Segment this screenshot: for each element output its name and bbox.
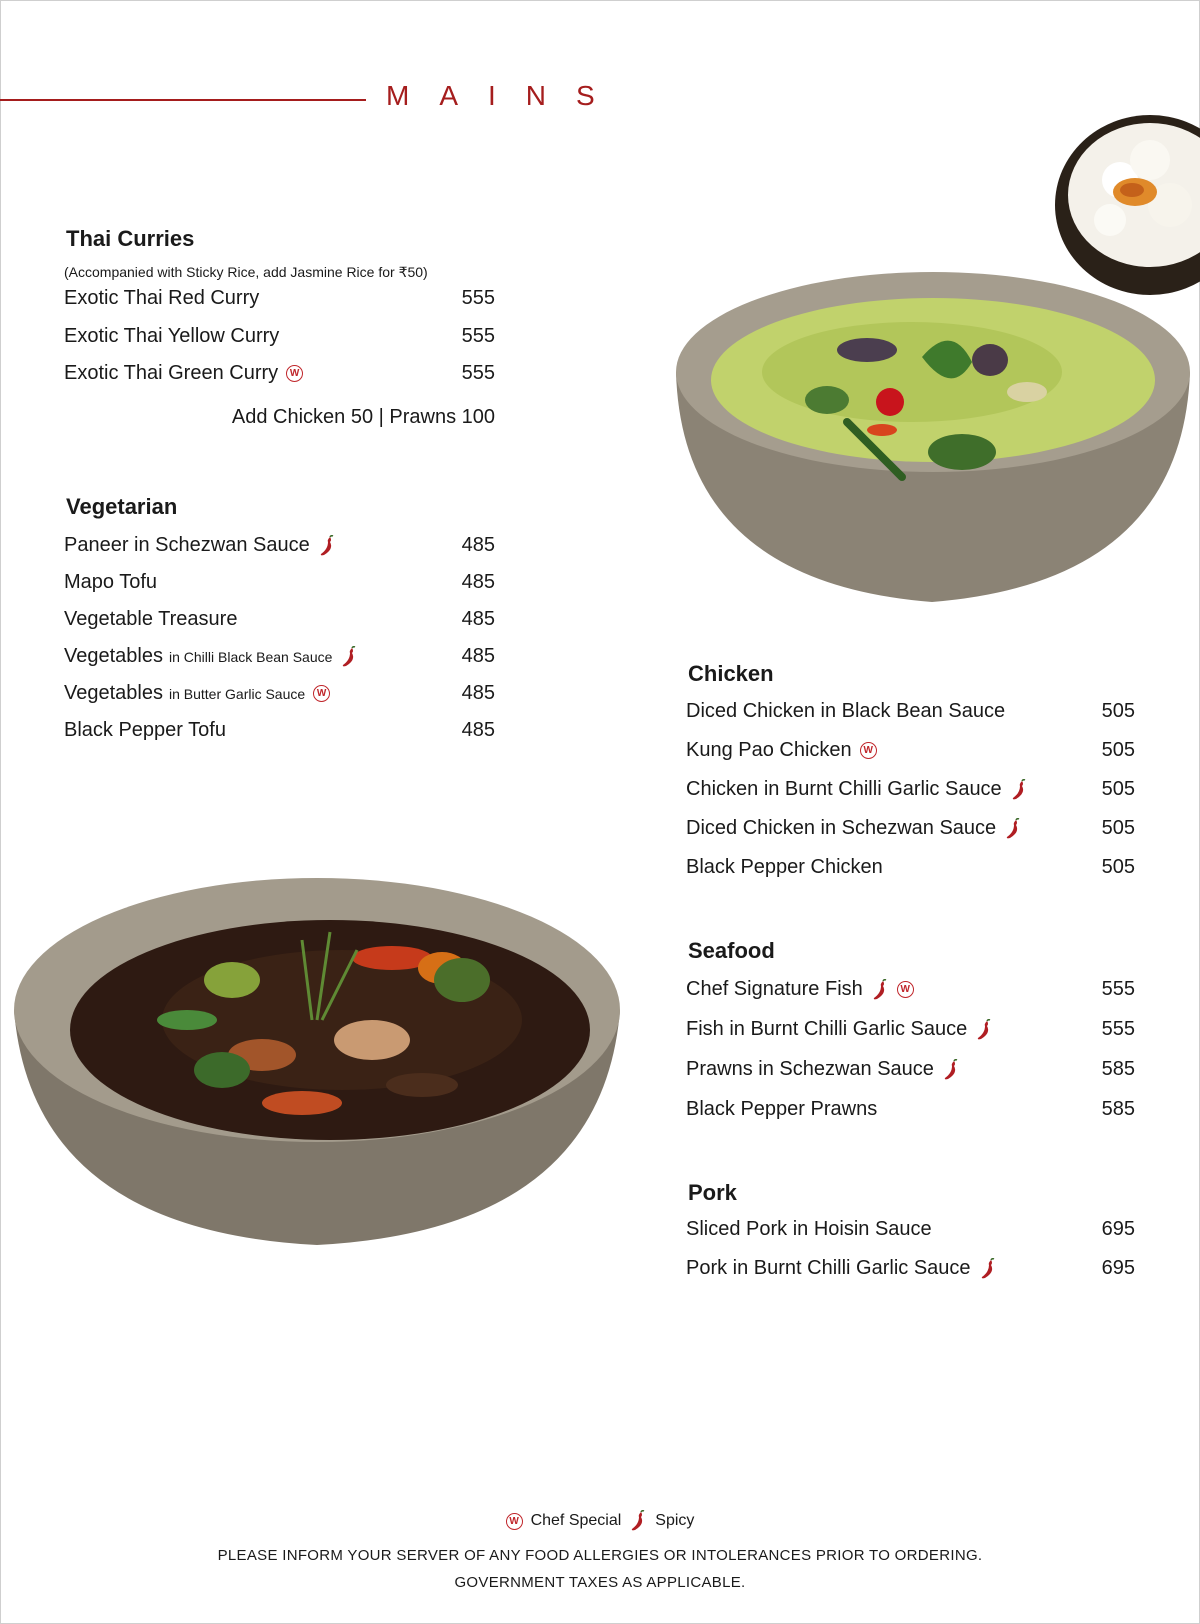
menu-item (686, 1018, 1135, 1048)
item-name-text: Pork in Burnt Chilli Garlic Sauce (686, 1257, 971, 1279)
menu-item (64, 534, 495, 564)
menu-item-price: 585 (1101, 1058, 1135, 1080)
menu-item-name (64, 325, 279, 348)
section-title: Pork (688, 1180, 737, 1205)
chilli-black-bean-bowl-image (12, 870, 622, 1252)
page-title: MAINS (386, 80, 625, 111)
menu-item-name (686, 778, 1028, 801)
menu-item-name (64, 534, 336, 557)
menu-item-name (686, 1098, 877, 1121)
chili-icon (318, 535, 336, 557)
item-name-text: Exotic Thai Red Curry (64, 287, 260, 309)
item-name-text: Exotic Thai Green Curry (64, 362, 279, 384)
legend-chef-special-label: Chef Special (530, 1512, 622, 1529)
chef-special-icon: W (286, 365, 303, 382)
menu-item (64, 682, 495, 712)
item-name-text: Prawns in Schezwan Sauce (686, 1058, 934, 1080)
menu-item-price: 505 (1101, 700, 1135, 722)
menu-item (686, 1257, 1135, 1287)
menu-item-name (64, 645, 358, 668)
menu-item-name (686, 856, 883, 879)
menu-item-price: 505 (1101, 739, 1135, 761)
menu-item-name (686, 1218, 932, 1241)
item-name-text: Black Pepper Chicken (686, 856, 883, 878)
item-name-text: Vegetables (64, 645, 163, 667)
menu-item-price: 505 (1101, 778, 1135, 800)
chef-special-icon: W (897, 981, 914, 998)
menu-item-name (686, 817, 1022, 840)
legend (0, 1510, 1200, 1532)
menu-item-name (686, 1018, 993, 1041)
menu-item-name (64, 608, 237, 631)
chili-icon (629, 1510, 647, 1532)
section-title: Thai Curries (66, 226, 195, 251)
item-name-text: Mapo Tofu (64, 571, 158, 593)
chef-special-icon: W (860, 742, 877, 759)
chili-icon (975, 1019, 993, 1041)
menu-item (64, 571, 495, 601)
chili-icon (340, 646, 358, 668)
allergy-notice: PLEASE INFORM YOUR SERVER OF ANY FOOD ALLERGIES OR INTOLERANCES PRIOR TO ORDERING. (217, 1547, 983, 1564)
menu-item-name (686, 739, 877, 762)
menu-item-price: 555 (1101, 978, 1135, 1000)
menu-item-name (64, 682, 330, 705)
section-note: (Accompanied with Sticky Rice, add Jasmine Rice for ₹50) (64, 264, 428, 280)
menu-item-price: 695 (1101, 1218, 1135, 1240)
section-title: Seafood (688, 938, 775, 963)
menu-item-price: 505 (1101, 817, 1135, 839)
item-name-text: Chicken in Burnt Chilli Garlic Sauce (686, 778, 1002, 800)
section-title: Chicken (688, 661, 774, 686)
menu-item-price: 695 (1101, 1257, 1135, 1279)
chili-icon (871, 979, 889, 1001)
menu-item-name (64, 719, 226, 742)
section-vegetarian (64, 494, 495, 754)
item-name-text: Kung Pao Chicken (686, 739, 852, 761)
legend-spicy-label: Spicy (655, 1512, 695, 1529)
menu-item-price: 485 (461, 645, 495, 667)
section-thai-curries (64, 226, 495, 436)
header-rule (0, 99, 366, 101)
section-pork (686, 1180, 1135, 1280)
menu-item-price: 555 (461, 287, 495, 309)
menu-item (686, 700, 1135, 730)
item-name-subtext: in Butter Garlic Sauce (168, 685, 306, 702)
menu-item (686, 978, 1135, 1008)
item-name-text: Exotic Thai Yellow Curry (64, 324, 280, 347)
chili-icon (1004, 818, 1022, 840)
section-title: Vegetarian (66, 494, 178, 519)
chili-icon (942, 1059, 960, 1081)
menu-item (64, 608, 495, 638)
item-name-subtext: in Chilli Black Bean Sauce (168, 648, 333, 665)
item-name-text: Vegetables (64, 682, 163, 704)
menu-item-name (686, 978, 914, 1001)
menu-item (64, 287, 495, 317)
chef-special-icon: W (313, 685, 330, 702)
menu-item (686, 1098, 1135, 1128)
menu-item (64, 645, 495, 675)
menu-item-name (686, 700, 1005, 723)
item-name-text: Paneer in Schezwan Sauce (64, 534, 310, 556)
menu-item-name (64, 287, 259, 310)
add-on-note: Add Chicken 50 | Prawns 100 (231, 406, 495, 428)
menu-item-price: 555 (1101, 1018, 1135, 1040)
section-seafood (686, 938, 1135, 1128)
item-name-text: Vegetable Treasure (64, 608, 238, 630)
menu-item (686, 817, 1135, 847)
menu-item-price: 485 (461, 571, 495, 593)
item-name-text: Black Pepper Prawns (686, 1098, 878, 1120)
menu-item (64, 362, 495, 392)
item-name-text: Fish in Burnt Chilli Garlic Sauce (686, 1018, 968, 1040)
green-curry-bowl-image (672, 262, 1200, 612)
menu-item-price: 485 (461, 719, 495, 741)
chef-special-icon: W (506, 1513, 523, 1530)
tax-notice: GOVERNMENT TAXES AS APPLICABLE. (454, 1574, 746, 1591)
menu-item-name (686, 1257, 997, 1280)
item-name-text: Diced Chicken in Black Bean Sauce (686, 700, 1006, 722)
menu-item-name (64, 571, 157, 594)
chili-icon (1010, 779, 1028, 801)
menu-item-price: 585 (1101, 1098, 1135, 1120)
item-name-text: Chef Signature Fish (686, 978, 863, 1000)
menu-item-price: 505 (1101, 856, 1135, 878)
menu-item (686, 778, 1135, 808)
menu-item-price: 555 (461, 324, 495, 347)
menu-item-price: 485 (461, 608, 495, 630)
menu-item-name (64, 362, 303, 385)
menu-item (64, 719, 495, 749)
menu-item-price: 485 (461, 682, 495, 704)
menu-item (686, 739, 1135, 769)
menu-item (686, 1058, 1135, 1088)
item-name-text: Sliced Pork in Hoisin Sauce (686, 1218, 932, 1240)
menu-item (686, 856, 1135, 886)
menu-item-name (686, 1058, 960, 1081)
menu-item-price: 555 (461, 362, 495, 384)
menu-item (686, 1218, 1135, 1248)
chili-icon (979, 1258, 997, 1280)
section-chicken (686, 661, 1135, 881)
item-name-text: Diced Chicken in Schezwan Sauce (686, 817, 997, 839)
menu-item (64, 325, 495, 355)
item-name-text: Black Pepper Tofu (64, 719, 226, 741)
menu-item-price: 485 (461, 534, 495, 556)
